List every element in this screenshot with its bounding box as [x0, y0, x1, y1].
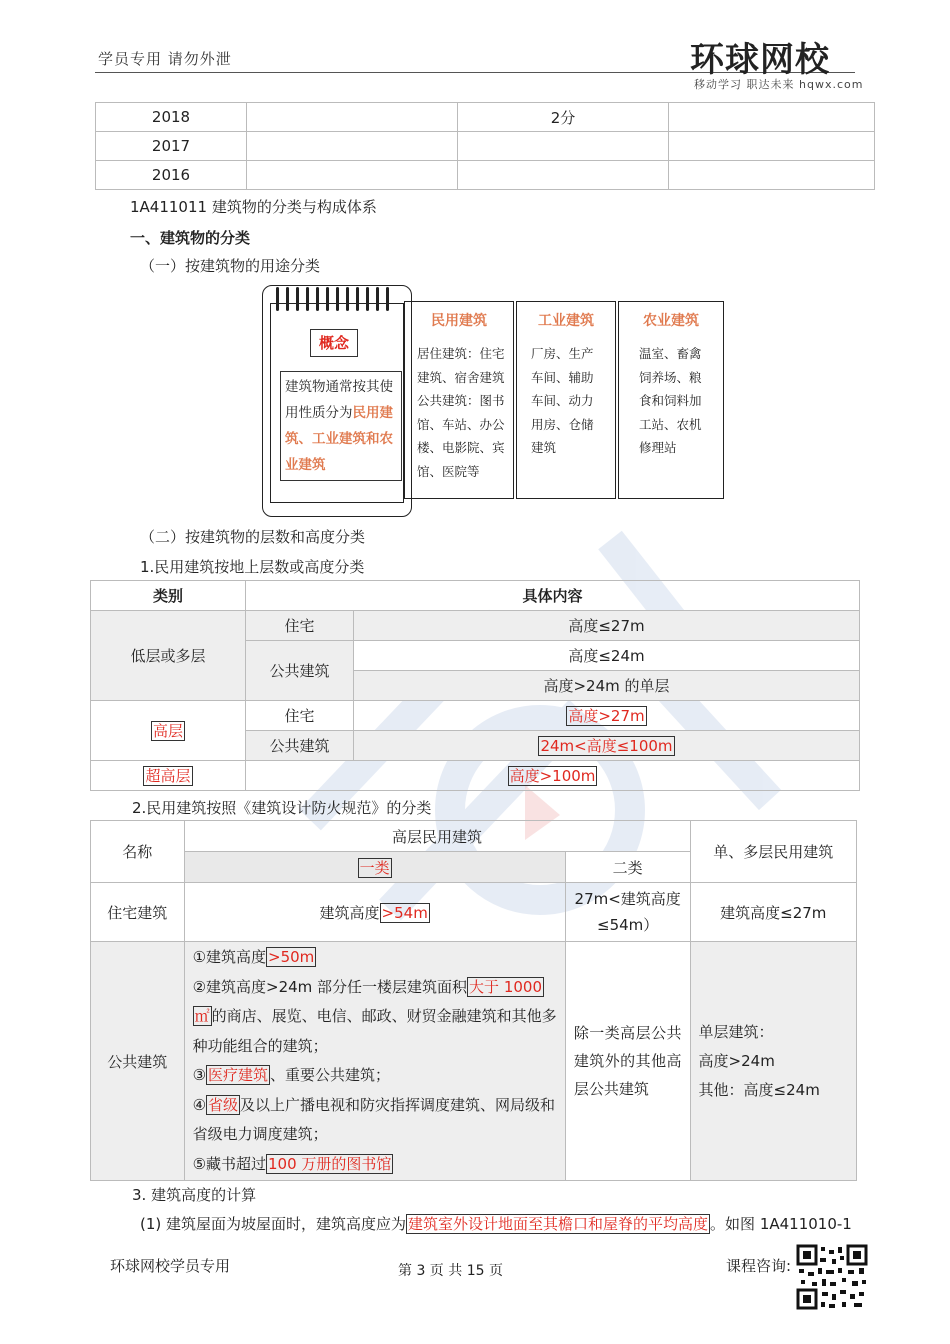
- brand-tagline: 移动学习 职达未来 hqwx.com: [694, 78, 864, 91]
- exam-years-table: [95, 102, 875, 190]
- building-use-diagram: [262, 285, 724, 517]
- section-heading: 一、建筑物的分类: [130, 229, 251, 247]
- public-single-criteria: 单层建筑： 高度>24m 其他：高度≤24m: [690, 942, 856, 1181]
- concept-body: 建筑物通常按其使用性质分为民用建筑、工业建筑和农业建筑: [280, 371, 402, 481]
- footer-consult: 课程咨询:: [726, 1257, 792, 1275]
- table-row: 类别 具体内容: [91, 581, 860, 611]
- footer-left: 环球网校学员专用: [110, 1257, 231, 1275]
- table-row: 超高层 高度>100m: [91, 761, 860, 791]
- concept-title: 概念: [310, 329, 358, 357]
- table-row: 高层 住宅 高度>27m: [91, 701, 860, 731]
- table-row: 高度>24m 的单层: [91, 671, 860, 701]
- table-row: 低层或多层 住宅 高度≤27m: [91, 611, 860, 641]
- brand-logo: 环球网校: [690, 40, 830, 80]
- table-row: 住宅建筑 建筑高度 >54m 27m<建筑高度≤54m） 建筑高度≤27m: [91, 883, 857, 942]
- subheading-use: （一）按建筑物的用途分类: [140, 257, 321, 275]
- table-row: 一类 二类: [91, 852, 857, 883]
- public-class1-criteria: ①建筑高度 >50m ②建筑高度>24m 部分任一楼层建筑面积 大于 1000 ㎡ 的商店、展览、电信、邮政、财贸金融建筑和其他多种功能组合的建筑； ③ 医疗建筑 、重要公共建筑； ④ 省级 及以上广播电视和防灾指挥调度建筑、网局级和省级电力调度建筑； ⑤藏书超过 100 万册的图书馆: [184, 942, 565, 1181]
- height-calc-text: (1) 建筑屋面为坡屋面时，建筑高度应为 建筑室外设计地面至其檐口和屋脊的平均高度 。如图 1A411010-1: [140, 1215, 852, 1233]
- table-row: 2017: [96, 132, 875, 161]
- table-row: 名称 高层民用建筑 单、多层民用建筑: [91, 821, 857, 852]
- column-civil: 民用建筑 居住建筑：住宅 建筑、宿舍建筑 公共建筑：图书 馆、车站、办公 楼、电影院、宾 馆、医院等: [404, 301, 514, 499]
- table-row: 公共建筑 高度≤24m: [91, 641, 860, 671]
- subheading-height: （二）按建筑物的层数和高度分类: [140, 528, 366, 546]
- table-row: 公共建筑 24m<高度≤100m: [91, 731, 860, 761]
- table-row: 2018 2分: [96, 103, 875, 132]
- subheading-civil-height: 1.民用建筑按地上层数或高度分类: [140, 558, 365, 576]
- column-industrial: 工业建筑 厂房、生产 车间、辅助 车间、动力 用房、仓储 建筑: [516, 301, 616, 499]
- column-agricultural: 农业建筑 温室、畜禽 饲养场、粮 食和饲料加 工站、农机 修理站: [618, 301, 724, 499]
- qr-code-icon[interactable]: [796, 1244, 868, 1310]
- header-notice: 学员专用 请勿外泄: [98, 50, 232, 68]
- subheading-height-calc: 3. 建筑高度的计算: [132, 1186, 257, 1204]
- subheading-fire-code: 2.民用建筑按照《建筑设计防火规范》的分类: [132, 799, 432, 817]
- page-number: 第 3 页 共 15 页: [398, 1263, 503, 1279]
- section-code: 1A411011 建筑物的分类与构成体系: [130, 198, 377, 216]
- table-row: 公共建筑 ①建筑高度 >50m ②建筑高度>24m 部分任一楼层建筑面积 大于 1000 ㎡ 的商店、展览、电信、邮政、财贸金融建筑和其他多种功能组合的建筑； ③ 医疗建筑 、重要公共建筑； ④ 省级 及以上广播电视和防灾指挥调度建筑、网局级和省级电力调度建筑； ⑤藏书超过 100 万册的图书馆 除一类高层公共建筑外的其他高层公共建筑 单层建筑： 高度>24m 其他：高度≤24m: [91, 942, 857, 1181]
- table-row: 2016: [96, 161, 875, 190]
- fire-code-table: [90, 820, 857, 1181]
- height-class-table: [90, 580, 860, 791]
